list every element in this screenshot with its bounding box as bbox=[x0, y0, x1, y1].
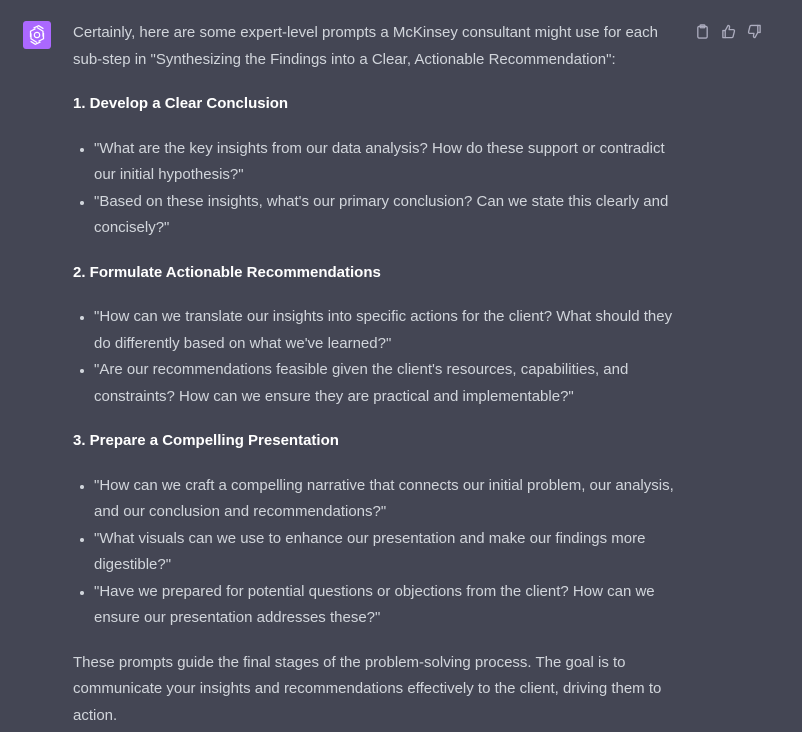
assistant-avatar bbox=[23, 21, 51, 49]
list-item: "Are our recommendations feasible given the client's resources, capabilities, and constraints? How can we ensure they are practical and implementable?" bbox=[73, 357, 683, 410]
section-heading: 1. Develop a Clear Conclusion bbox=[73, 95, 289, 112]
assistant-message bbox=[73, 20, 683, 729]
section-heading: 2. Formulate Actionable Recommendations bbox=[73, 263, 381, 281]
list-item: "What visuals can we use to enhance our presentation and make our findings more digestible?" bbox=[73, 526, 683, 579]
bullet-list bbox=[73, 304, 683, 410]
thumbs-down-button[interactable] bbox=[746, 23, 763, 40]
list-item: "How can we craft a compelling narrative that connects our initial problem, our analysis, and our conclusion and recommendations?" bbox=[73, 473, 683, 526]
message-actions bbox=[694, 23, 763, 40]
thumbs-up-button[interactable] bbox=[720, 23, 737, 40]
bullet-list bbox=[73, 136, 683, 242]
copy-button[interactable] bbox=[694, 23, 711, 40]
list-item: "How can we translate our insights into specific actions for the client? What should they do differently based on what we've learned?" bbox=[73, 304, 683, 357]
clipboard-icon bbox=[695, 24, 710, 39]
thumbs-up-icon bbox=[721, 24, 736, 39]
openai-logo-icon bbox=[27, 25, 47, 45]
message-outro: These prompts guide the final stages of the problem-solving process. The goal is to communicate your insights and recommendations effectively to the client, driving them to action. bbox=[73, 653, 662, 724]
message-intro: Certainly, here are some expert-level prompts a McKinsey consultant might use for each sub-step in "Synthesizing the Findings into a Clear, Actionable Recommendation": bbox=[73, 24, 658, 68]
list-item: "Have we prepared for potential questions or objections from the client? How can we ensure our presentation addresses these?" bbox=[73, 579, 683, 632]
list-item: "Based on these insights, what's our primary conclusion? Can we state this clearly and concisely?" bbox=[73, 189, 683, 242]
section-heading: 3. Prepare a Compelling Presentation bbox=[73, 432, 339, 449]
thumbs-down-icon bbox=[747, 24, 762, 39]
list-item: "What are the key insights from our data analysis? How do these support or contradict our initial hypothesis?" bbox=[73, 136, 683, 189]
bullet-list bbox=[73, 473, 683, 632]
